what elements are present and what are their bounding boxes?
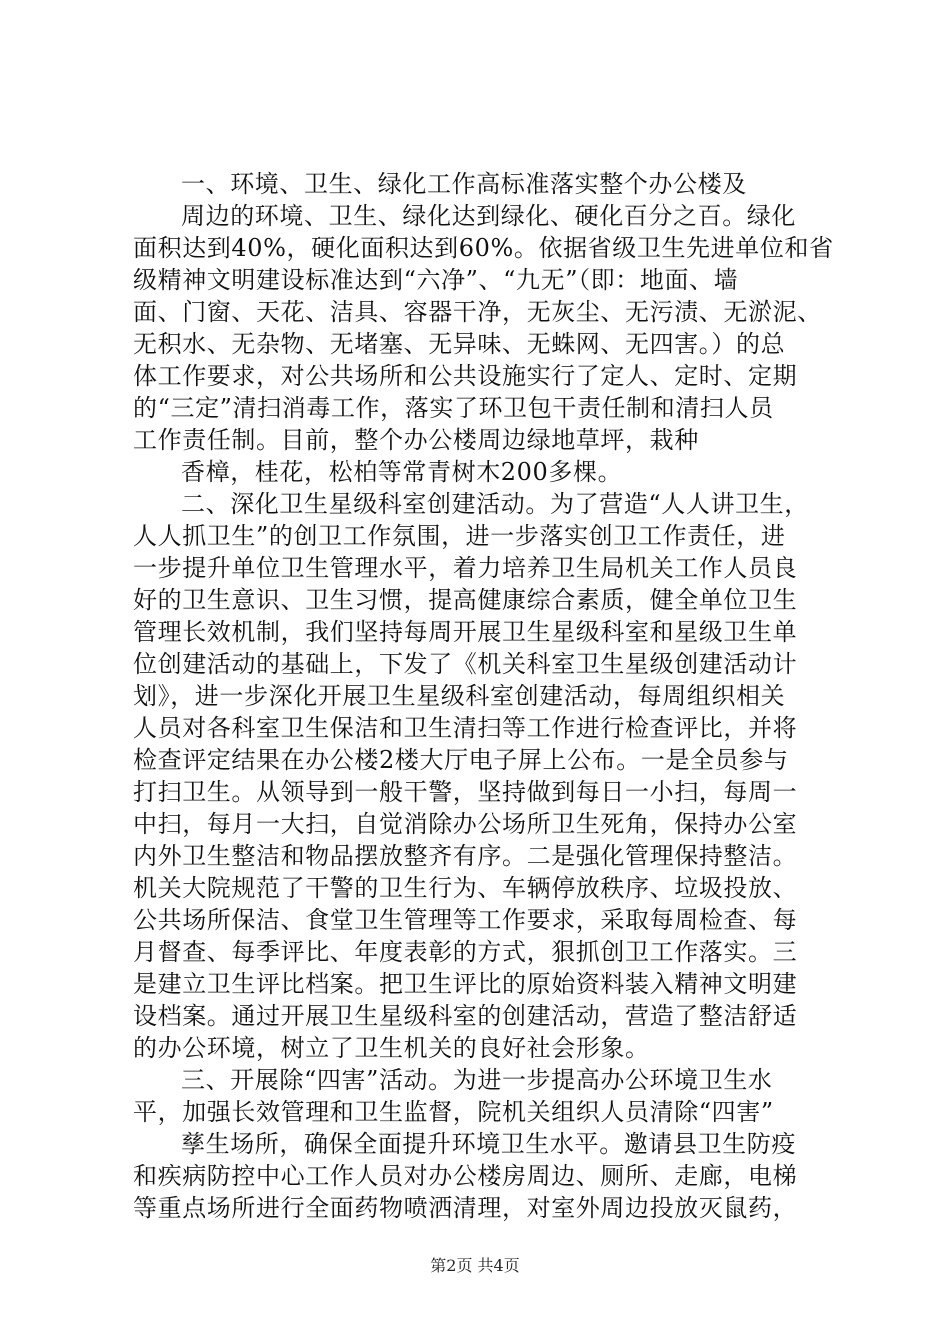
paragraph-line: 平，加强长效管理和卫生监督，院机关组织人员清除“四害” <box>133 1098 774 1126</box>
paragraph-line: 的“三定”清扫消毒工作，落实了环卫包干责任制和清扫人员 <box>133 394 774 422</box>
paragraph-line: 面积达到40%，硬化面积达到60%。依据省级卫生先进单位和省 <box>133 234 834 262</box>
paragraph-line: 三、开展除“四害”活动。为进一步提高办公环境卫生水 <box>181 1066 773 1094</box>
page-number-footer: 第2页 共4页 <box>430 1256 520 1275</box>
paragraph-line: 孳生场所，确保全面提升环境卫生水平。邀请县卫生防疫 <box>181 1130 796 1158</box>
paragraph-line: 面、门窗、天花、洁具、容器干净，无灰尘、无污渍、无淤泥、 <box>133 298 822 326</box>
paragraph-line: 是建立卫生评比档案。把卫生评比的原始资料装入精神文明建 <box>133 970 798 998</box>
paragraph-line: 二、深化卫生星级科室创建活动。为了营造“人人讲卫生， <box>181 490 809 518</box>
paragraph-line: 一步提升单位卫生管理水平，着力培养卫生局机关工作人员良 <box>133 554 798 582</box>
paragraph-line: 打扫卫生。从领导到一般干警，坚持做到每日一小扫，每周一 <box>133 778 798 806</box>
paragraph-line: 和疾病防控中心工作人员对办公楼房周边、厕所、走廊，电梯 <box>133 1162 798 1190</box>
paragraph-line: 公共场所保洁、食堂卫生管理等工作要求，采取每周检查、每 <box>133 906 798 934</box>
paragraph-line: 机关大院规范了干警的卫生行为、车辆停放秩序、垃圾投放、 <box>133 874 798 902</box>
paragraph-line: 月督查、每季评比、年度表彰的方式，狠抓创卫工作落实。三 <box>133 938 798 966</box>
paragraph-line: 位创建活动的基础上，下发了《机关科室卫生星级创建活动计 <box>133 650 798 678</box>
paragraph-line: 无积水、无杂物、无堵塞、无异味、无蛛网、无四害。）的总 <box>133 330 786 358</box>
paragraph-line: 一、环境、卫生、绿化工作高标准落实整个办公楼及 <box>181 170 747 198</box>
paragraph-line: 管理长效机制，我们坚持每周开展卫生星级科室和星级卫生单 <box>133 618 798 646</box>
paragraph-line: 人员对各科室卫生保洁和卫生清扫等工作进行检查评比，并将 <box>133 714 798 742</box>
paragraph-line: 中扫，每月一大扫，自觉消除办公场所卫生死角，保持办公室 <box>133 810 798 838</box>
paragraph-line: 检查评定结果在办公楼2楼大厅电子屏上公布。一是全员参与 <box>133 746 789 774</box>
paragraph-line: 级精神文明建设标准达到“六净”、“九无”（即：地面、墙 <box>133 266 739 294</box>
paragraph-line: 的办公环境，树立了卫生机关的良好社会形象。 <box>133 1034 650 1062</box>
paragraph-line: 香樟，桂花，松柏等常青树木200多棵。 <box>181 458 623 486</box>
paragraph-line: 人人抓卫生”的创卫工作氛围，进一步落实创卫工作责任，进 <box>133 522 786 550</box>
paragraph-line: 设档案。通过开展卫生星级科室的创建活动，营造了整洁舒适 <box>133 1002 798 1030</box>
paragraph-line: 划》，进一步深化开展卫生星级科室创建活动，每周组织相关 <box>133 682 786 710</box>
paragraph-line: 周边的环境、卫生、绿化达到绿化、硬化百分之百。绿化 <box>181 202 796 230</box>
paragraph-line: 工作责任制。目前，整个办公楼周边绿地草坪，栽种 <box>133 426 699 454</box>
paragraph-line: 体工作要求，对公共场所和公共设施实行了定人、定时、定期 <box>133 362 798 390</box>
paragraph-line: 内外卫生整洁和物品摆放整齐有序。二是强化管理保持整洁。 <box>133 842 798 870</box>
paragraph-line: 等重点场所进行全面药物喷洒清理，对室外周边投放灭鼠药， <box>133 1194 798 1222</box>
paragraph-line: 好的卫生意识、卫生习惯，提高健康综合素质，健全单位卫生 <box>133 586 798 614</box>
